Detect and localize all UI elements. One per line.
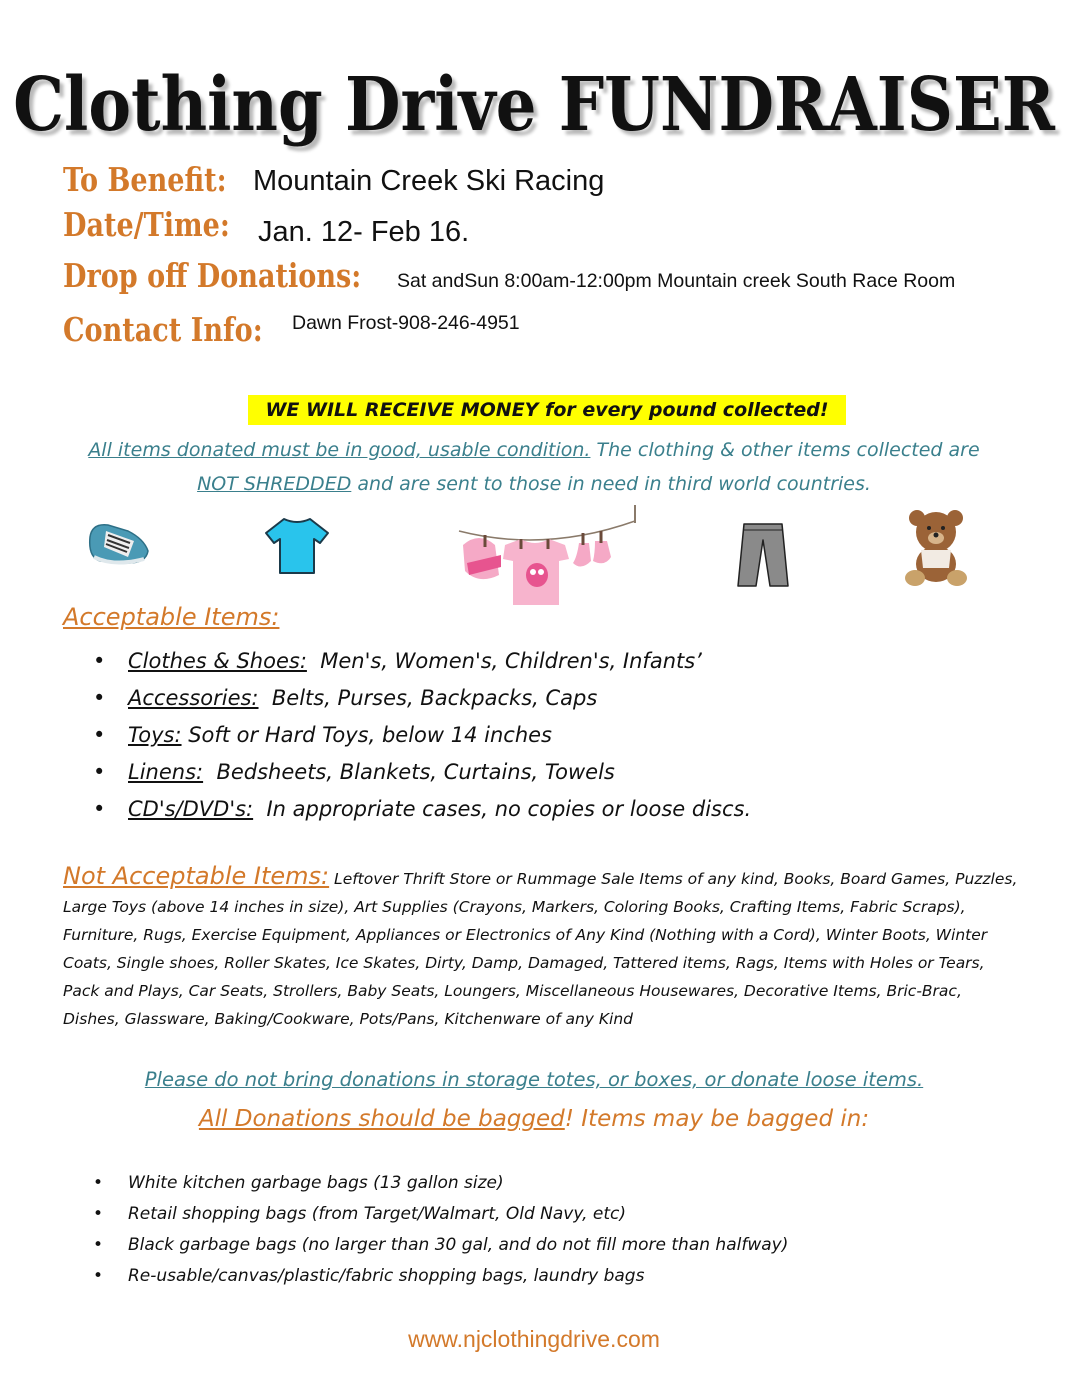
item-detail: Belts, Purses, Backpacks, Caps — [258, 686, 598, 710]
item-detail: Bedsheets, Blankets, Curtains, Towels — [203, 760, 615, 784]
bagged-rest: ! Items may be bagged in: — [564, 1106, 870, 1132]
not-acceptable-text: Leftover Thrift Store or Rummage Sale Items of any kind, Books, Board Games, Puzzles, Large Toys (above 14 inches in size), Art Supplies (Crayons, Markers, Coloring Books, Crafting Items, Fabric Scraps), Furniture, Rugs, Exercise Equipment, Appliances or Electronics of Any Kind (Nothing with a Cord), Winter Boots, Winter Coats, Single shoes, Roller Skates, Ice Skates, Dirty, Damp, Damaged, Tattered items, Rags, Items with Holes or Tears, Pack and Plays, Car Seats, Strollers, Baby Seats, Loungers, Miscellaneous Housewares, Decorative Items, Bric-Brac, Dishes, Glassware, Baking/Cookware, Pots/Pans, Kitchenware of any Kind — [63, 870, 1018, 1028]
website-link[interactable]: www.njclothingdrive.com — [408, 1326, 660, 1352]
list-item — [93, 680, 751, 717]
item-category: Linens: — [128, 760, 204, 784]
item-detail: Soft or Hard Toys, below 14 inches — [181, 723, 552, 747]
clipart-row — [0, 505, 1068, 605]
date-value: Jan. 12- Feb 16. — [258, 216, 470, 248]
item-category: CD's/DVD's: — [128, 797, 254, 821]
bagged-notice — [0, 1106, 1068, 1132]
item-detail: Men's, Women's, Children's, Infants’ — [306, 649, 702, 673]
list-item: • Re-usable/canvas/plastic/fabric shopping bags, laundry bags — [93, 1261, 788, 1292]
acceptable-heading: Acceptable Items: — [63, 603, 280, 631]
condition-text-2: and are sent to those in need in third world countries. — [351, 473, 871, 495]
acceptable-list — [93, 643, 751, 828]
condition-text-1: The clothing & other items collected are — [590, 439, 980, 461]
no-totes-notice: Please do not bring donations in storage totes, or boxes, or donate loose items. — [144, 1068, 924, 1091]
sneaker-icon — [84, 517, 152, 569]
not-shredded-text: NOT SHREDDED — [197, 473, 352, 495]
baby-clothesline-icon — [455, 505, 645, 605]
bag-types-list — [93, 1168, 788, 1292]
date-label: Date/Time: — [63, 205, 230, 244]
pants-icon — [736, 522, 790, 588]
item-category: Accessories: — [128, 686, 259, 710]
money-banner: WE WILL RECEIVE MONEY for every pound collected! — [248, 395, 846, 425]
list-item — [93, 791, 751, 828]
not-acceptable-section — [63, 862, 1023, 1033]
not-acceptable-heading: Not Acceptable Items: — [63, 862, 330, 890]
list-item: • Black garbage bags (no larger than 30 gal, and do not fill more than halfway) — [93, 1230, 788, 1261]
condition-notice — [60, 433, 1008, 501]
tshirt-icon — [264, 517, 330, 575]
condition-underlined-1: All items donated must be in good, usable condition. — [88, 439, 591, 461]
item-category: Clothes & Shoes: — [128, 649, 307, 673]
teddy-bear-icon — [903, 508, 969, 588]
page-title: Clothing Drive FUNDRAISER — [13, 62, 1055, 149]
dropoff-label: Drop off Donations: — [63, 256, 362, 295]
benefit-label: To Benefit: — [63, 160, 227, 199]
list-item — [93, 643, 751, 680]
list-item: • White kitchen garbage bags (13 gallon size) — [93, 1168, 788, 1199]
item-detail: In appropriate cases, no copies or loose discs. — [253, 797, 752, 821]
dropoff-value: Sat andSun 8:00am-12:00pm Mountain creek South Race Room — [397, 270, 956, 292]
item-category: Toys: — [128, 723, 182, 747]
list-item: • Retail shopping bags (from Target/Walmart, Old Navy, etc) — [93, 1199, 788, 1230]
list-item — [93, 717, 751, 754]
contact-label: Contact Info: — [63, 310, 263, 349]
benefit-value: Mountain Creek Ski Racing — [253, 165, 605, 197]
contact-value: Dawn Frost-908-246-4951 — [292, 312, 520, 334]
bagged-underlined: All Donations should be bagged — [198, 1106, 565, 1132]
list-item — [93, 754, 751, 791]
